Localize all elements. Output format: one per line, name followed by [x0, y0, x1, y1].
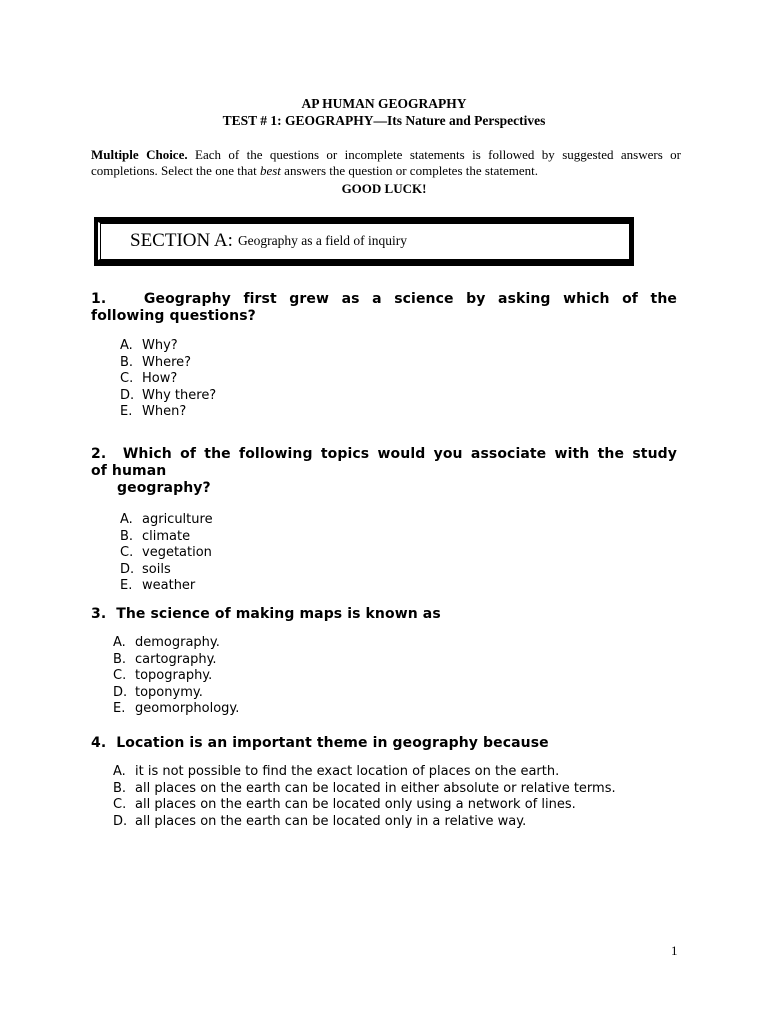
option-text: it is not possible to find the exact location of places on the earth.: [135, 764, 560, 779]
instructions-text-2: answers the question or completes the statement.: [280, 163, 538, 178]
instructions-emphasis: best: [259, 163, 281, 178]
good-luck: GOOD LUCK!: [341, 181, 427, 196]
section-banner-inner: [98, 222, 630, 260]
question-2: [91, 446, 677, 497]
question-2-option-d[interactable]: [120, 562, 213, 579]
question-2-line-2: of human: [91, 463, 167, 479]
question-4-option-b[interactable]: [113, 781, 616, 798]
option-text: vegetation: [142, 545, 212, 560]
option-text: Why there?: [142, 387, 217, 403]
question-1-option-d[interactable]: [120, 388, 216, 405]
question-2-line-3: geography?: [117, 480, 211, 496]
option-text: Where?: [142, 354, 192, 370]
section-label: SECTION A:: [130, 230, 233, 251]
option-text: agriculture: [142, 512, 213, 527]
section-banner: [94, 217, 634, 266]
question-3-option-b[interactable]: [113, 652, 239, 669]
question-2-option-b[interactable]: [120, 529, 213, 546]
question-4-option-d[interactable]: [113, 814, 616, 831]
option-text: climate: [142, 528, 191, 544]
question-3: [91, 606, 677, 623]
question-3-option-e[interactable]: [113, 701, 239, 718]
question-3-options: [113, 635, 239, 718]
question-1-line-2: following questions?: [91, 308, 256, 324]
question-1-option-a[interactable]: [120, 338, 216, 355]
question-1-option-c[interactable]: [120, 371, 216, 388]
question-1-option-b[interactable]: [120, 355, 216, 372]
section-subtitle: Geography as a field of inquiry: [237, 233, 408, 248]
question-2-option-c[interactable]: [120, 545, 213, 562]
option-text: cartography.: [135, 651, 217, 667]
test-title: TEST # 1: GEOGRAPHY—Its Nature and Perspectives: [222, 113, 546, 128]
option-text: geomorphology.: [135, 701, 240, 716]
option-text: all places on the earth can be located in either absolute or relative terms.: [135, 780, 616, 796]
option-letter: C.: [113, 797, 127, 812]
option-letter: A.: [113, 764, 126, 779]
question-4-option-c[interactable]: [113, 797, 616, 814]
instructions: [91, 147, 681, 179]
question-4-options: [113, 764, 616, 830]
option-letter: E.: [113, 701, 126, 716]
instructions-lead: Multiple Choice.: [91, 147, 188, 162]
option-text: all places on the earth can be located only in a relative way.: [135, 813, 527, 829]
question-1-number: 1.: [91, 291, 107, 307]
question-1-options: [120, 338, 216, 421]
option-letter: A.: [113, 635, 126, 650]
question-3-text: The science of making maps is known as: [116, 606, 441, 622]
question-2-text: Which of the following topics would you associate with the study: [122, 446, 678, 462]
question-4: [91, 735, 677, 752]
question-4-option-a[interactable]: [113, 764, 616, 781]
option-letter: D.: [113, 813, 128, 829]
option-text: all places on the earth can be located only using a network of lines.: [135, 797, 576, 812]
question-1-option-e[interactable]: [120, 404, 216, 421]
option-letter: A.: [120, 512, 133, 527]
question-2-line-1: [91, 446, 677, 463]
option-text: weather: [142, 578, 196, 593]
option-letter: C.: [120, 371, 134, 386]
question-2-number: 2.: [91, 446, 107, 462]
course-title: AP HUMAN GEOGRAPHY: [301, 96, 467, 111]
question-1: [91, 291, 677, 325]
option-text: toponymy.: [135, 684, 203, 700]
question-1-line-1: [91, 291, 677, 308]
option-text: demography.: [135, 635, 220, 650]
question-2-option-e[interactable]: [120, 578, 213, 595]
option-letter: A.: [120, 338, 133, 353]
option-text: How?: [142, 371, 178, 386]
question-3-number: 3.: [91, 606, 107, 622]
option-letter: B.: [120, 528, 134, 544]
option-letter: D.: [120, 387, 135, 403]
question-3-option-d[interactable]: [113, 685, 239, 702]
option-text: soils: [142, 561, 171, 577]
option-letter: B.: [113, 780, 127, 796]
question-1-text: Geography first grew as a science by asking which of the: [143, 291, 677, 307]
option-letter: E.: [120, 404, 133, 419]
option-letter: C.: [113, 668, 127, 683]
question-3-option-c[interactable]: [113, 668, 239, 685]
option-letter: D.: [113, 684, 128, 700]
option-letter: B.: [120, 354, 134, 370]
question-4-text: Location is an important theme in geography because: [116, 735, 549, 751]
option-text: When?: [142, 404, 187, 419]
option-letter: E.: [120, 578, 133, 593]
option-letter: D.: [120, 561, 135, 577]
option-text: Why?: [142, 338, 178, 353]
option-letter: C.: [120, 545, 134, 560]
question-2-option-a[interactable]: [120, 512, 213, 529]
option-letter: B.: [113, 651, 127, 667]
question-4-number: 4.: [91, 735, 107, 751]
page-number: 1: [671, 943, 678, 958]
instructions-text-1: Each of the questions or incomplete statements is followed by suggested answers or completions. Select the one that: [91, 147, 681, 178]
question-3-option-a[interactable]: [113, 635, 239, 652]
option-text: topography.: [135, 668, 213, 683]
question-2-options: [120, 512, 213, 595]
